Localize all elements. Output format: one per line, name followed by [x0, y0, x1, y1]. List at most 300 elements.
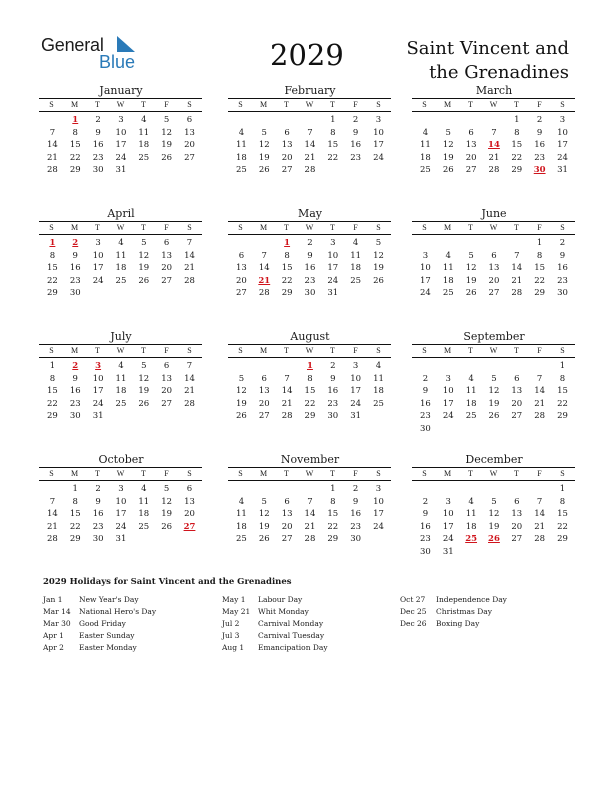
weekday-label: S — [238, 223, 243, 232]
calendar-day: 14 — [47, 509, 58, 519]
calendar-day: 28 — [534, 411, 546, 421]
calendar-day: 30 — [69, 288, 81, 298]
weekday-label: T — [284, 469, 289, 478]
weekday-label: W — [489, 469, 498, 478]
holiday-day: 2 — [72, 238, 79, 248]
calendar-day: 9 — [559, 250, 566, 261]
calendar-day: 15 — [534, 263, 546, 273]
calendar-day: 26 — [138, 398, 150, 409]
calendar-day: 12 — [161, 496, 173, 507]
calendar-day: 14 — [304, 509, 316, 519]
weekday-label: W — [305, 469, 314, 478]
calendar-day: 23 — [69, 398, 81, 409]
weekday-label: T — [141, 346, 146, 355]
weekday-label: F — [537, 223, 542, 232]
holiday-name: Easter Monday — [79, 643, 137, 653]
weekday-label: T — [514, 469, 519, 478]
calendar-day: 8 — [284, 250, 290, 261]
calendar-day: 4 — [422, 127, 429, 138]
calendar-day: 31 — [557, 165, 568, 175]
calendar-day: 19 — [258, 152, 270, 163]
calendar-day: 14 — [258, 263, 270, 273]
calendar-day: 29 — [69, 534, 81, 544]
calendar-day: 15 — [327, 509, 339, 519]
empty-cell — [483, 360, 506, 373]
calendar-day: 26 — [161, 521, 173, 532]
calendar-day: 28 — [534, 534, 546, 544]
weekday-label: W — [116, 346, 125, 355]
calendar-day: 24 — [115, 521, 127, 532]
weekday-header — [412, 98, 575, 112]
holiday-column — [222, 594, 402, 654]
calendar-day: 21 — [281, 398, 293, 409]
calendar-day: 28 — [304, 165, 316, 175]
calendar-day: 2 — [352, 484, 359, 494]
calendar-day: 7 — [261, 250, 267, 261]
calendar-day: 27 — [281, 165, 293, 175]
calendar-day: 17 — [420, 275, 431, 286]
holiday-item — [43, 618, 223, 630]
calendar-day: 26 — [236, 411, 247, 421]
weekday-label: S — [560, 223, 565, 232]
day-grid — [414, 483, 574, 558]
weekday-label: S — [49, 346, 54, 355]
calendar-day: 28 — [258, 288, 270, 298]
month-august — [230, 330, 390, 423]
calendar-day: 9 — [352, 496, 359, 507]
weekday-header — [228, 467, 391, 481]
calendar-day: 19 — [161, 509, 173, 519]
calendar-day: 14 — [511, 263, 523, 273]
weekday-label: T — [468, 469, 473, 478]
weekday-header — [39, 344, 202, 358]
holiday-name: Carnival Tuesday — [258, 631, 325, 641]
calendar-day: 5 — [141, 238, 147, 248]
calendar-day: 14 — [534, 386, 546, 396]
calendar-day: 11 — [236, 509, 247, 519]
holiday-item — [400, 606, 580, 618]
calendar-day: 5 — [163, 115, 170, 125]
weekday-header — [39, 98, 202, 112]
day-grid — [414, 360, 574, 435]
empty-cell — [414, 237, 437, 250]
month-name: April — [107, 207, 135, 220]
day-grid — [230, 483, 390, 546]
calendar-day: 27 — [258, 411, 270, 421]
calendar-day: 4 — [468, 496, 474, 507]
calendar-day: 7 — [491, 127, 497, 138]
weekday-label: W — [489, 223, 498, 232]
calendar-day: 20 — [184, 140, 195, 150]
holiday-column — [400, 594, 580, 630]
calendar-day: 16 — [420, 398, 431, 409]
calendar-day: 26 — [442, 165, 454, 175]
month-december — [414, 453, 574, 558]
calendar-day: 7 — [514, 250, 520, 261]
calendar-day: 5 — [141, 361, 147, 371]
calendar-day: 29 — [557, 411, 568, 421]
empty-cell — [230, 237, 253, 250]
calendar-day: 10 — [115, 127, 127, 138]
calendar-day: 31 — [115, 165, 127, 175]
weekday-header — [228, 344, 391, 358]
calendar-day: 29 — [557, 534, 568, 544]
calendar-day: 6 — [491, 250, 497, 261]
holiday-date: Aug 1 — [222, 643, 245, 653]
holiday-day: 27 — [183, 521, 196, 532]
calendar-day: 31 — [115, 534, 127, 544]
holiday-day: 1 — [49, 238, 56, 248]
calendar-day: 16 — [557, 263, 568, 273]
calendar-day: 15 — [557, 509, 568, 519]
calendar-day: 20 — [488, 275, 500, 286]
calendar-day: 12 — [258, 509, 270, 519]
calendar-day: 12 — [488, 386, 500, 396]
logo-blue-text: Blue — [99, 52, 136, 72]
weekday-label: S — [560, 469, 565, 478]
calendar-day: 22 — [47, 275, 58, 286]
month-name: August — [290, 330, 330, 343]
calendar-day: 21 — [534, 521, 546, 532]
holiday-item — [222, 618, 402, 630]
weekday-label: T — [141, 223, 146, 232]
calendar-day: 7 — [284, 373, 290, 384]
calendar-day: 25 — [138, 152, 150, 163]
calendar-day: 9 — [422, 509, 429, 519]
calendar-day: 8 — [307, 373, 313, 384]
calendar-day: 13 — [488, 263, 500, 273]
weekday-label: S — [187, 346, 192, 355]
empty-cell — [460, 483, 483, 496]
calendar-day: 19 — [488, 398, 500, 409]
empty-cell — [41, 483, 64, 496]
month-april — [41, 207, 201, 300]
weekday-label: F — [537, 469, 542, 478]
calendar-day: 10 — [557, 127, 568, 138]
empty-cell — [276, 114, 299, 127]
calendar-day: 30 — [92, 165, 104, 175]
holiday-item — [400, 618, 580, 630]
calendar-day: 18 — [115, 386, 127, 396]
calendar-day: 19 — [138, 386, 150, 396]
calendar-day: 7 — [307, 496, 313, 507]
empty-cell — [528, 483, 551, 496]
holiday-day: 3 — [95, 361, 102, 371]
calendar-day: 8 — [72, 127, 78, 138]
day-grid — [414, 237, 574, 300]
weekday-label: M — [259, 223, 268, 232]
calendar-day: 3 — [559, 115, 566, 125]
calendar-day: 15 — [69, 509, 81, 519]
holiday-name: Christmas Day — [436, 607, 492, 617]
calendar-day: 16 — [304, 263, 316, 273]
calendar-day: 9 — [422, 386, 429, 396]
calendar-day: 18 — [236, 521, 247, 532]
calendar-day: 22 — [69, 152, 81, 163]
year-title: 2029 — [270, 38, 344, 72]
calendar-day: 30 — [304, 288, 316, 298]
month-name: July — [110, 330, 132, 343]
calendar-day: 1 — [72, 484, 78, 494]
weekday-header — [412, 467, 575, 481]
calendar-day: 8 — [536, 250, 543, 261]
calendar-day: 7 — [49, 127, 56, 138]
calendar-day: 3 — [375, 484, 382, 494]
calendar-day: 31 — [442, 546, 454, 557]
calendar-day: 11 — [442, 263, 454, 273]
calendar-day: 16 — [69, 263, 81, 273]
weekday-label: M — [259, 346, 268, 355]
holiday-date: Mar 14 — [43, 607, 71, 617]
weekday-label: F — [537, 100, 542, 109]
calendar-day: 16 — [69, 386, 81, 396]
calendar-day: 21 — [511, 275, 523, 286]
calendar-day: 5 — [238, 373, 245, 384]
calendar-day: 6 — [514, 373, 520, 384]
calendar-day: 15 — [281, 263, 293, 273]
calendar-day: 22 — [557, 398, 568, 409]
weekday-label: F — [537, 346, 542, 355]
calendar-day: 30 — [92, 534, 104, 544]
weekday-label: T — [95, 346, 100, 355]
calendar-day: 29 — [304, 411, 316, 421]
calendar-day: 13 — [465, 140, 477, 150]
calendar-day: 19 — [465, 275, 477, 286]
calendar-day: 16 — [534, 140, 546, 150]
holiday-name: Good Friday — [79, 619, 126, 629]
holiday-item — [222, 594, 402, 606]
calendar-day: 27 — [511, 534, 523, 544]
calendar-day: 11 — [350, 250, 362, 261]
calendar-day: 12 — [236, 386, 247, 396]
logo — [41, 35, 151, 75]
holiday-name: Labour Day — [258, 595, 303, 604]
weekday-label: T — [330, 346, 335, 355]
weekday-header — [412, 344, 575, 358]
holiday-day: 2 — [72, 361, 79, 371]
calendar-day: 25 — [465, 411, 477, 421]
weekday-label: T — [330, 100, 335, 109]
calendar-day: 21 — [304, 521, 316, 532]
empty-cell — [437, 237, 460, 250]
calendar-day: 18 — [373, 386, 384, 396]
calendar-day: 20 — [258, 398, 270, 409]
calendar-day: 10 — [373, 127, 384, 138]
calendar-day: 26 — [138, 275, 150, 286]
calendar-day: 17 — [327, 263, 339, 273]
holiday-item — [43, 606, 223, 618]
calendar-day: 28 — [281, 411, 293, 421]
calendar-day: 4 — [141, 115, 147, 125]
calendar-day: 2 — [352, 115, 359, 125]
calendar-day: 12 — [442, 140, 454, 150]
calendar-day: 23 — [557, 275, 568, 286]
weekday-label: M — [70, 100, 79, 109]
calendar-day: 23 — [92, 152, 104, 163]
calendar-day: 11 — [115, 373, 127, 384]
weekday-label: F — [353, 223, 358, 232]
calendar-day: 3 — [352, 361, 359, 371]
calendar-day: 25 — [420, 165, 431, 175]
holiday-name: Boxing Day — [436, 619, 480, 629]
calendar-day: 10 — [115, 496, 127, 507]
empty-cell — [414, 114, 437, 127]
empty-cell — [299, 114, 322, 127]
empty-cell — [414, 360, 437, 373]
holiday-item — [222, 606, 402, 618]
weekday-label: S — [187, 223, 192, 232]
calendar-day: 24 — [442, 411, 454, 421]
holiday-day: 1 — [306, 361, 313, 371]
calendar-day: 16 — [327, 386, 339, 396]
month-name: December — [465, 453, 523, 466]
holiday-date: May 21 — [222, 607, 251, 617]
empty-cell — [528, 360, 551, 373]
calendar-day: 16 — [350, 509, 362, 519]
calendar-day: 25 — [115, 275, 127, 286]
calendar-day: 5 — [491, 373, 497, 384]
calendar-day: 26 — [488, 411, 500, 421]
calendar-day: 21 — [184, 386, 195, 396]
calendar-day: 29 — [47, 288, 58, 298]
calendar-day: 2 — [95, 115, 101, 125]
calendar-day: 5 — [468, 250, 474, 261]
calendar-day: 29 — [534, 288, 546, 298]
holiday-day: 1 — [284, 238, 291, 248]
calendar-day: 23 — [327, 398, 339, 409]
calendar-day: 22 — [304, 398, 316, 409]
day-grid — [41, 237, 201, 300]
calendar-day: 25 — [236, 165, 247, 175]
calendar-day: 4 — [118, 238, 124, 248]
month-february — [230, 84, 390, 177]
weekday-label: W — [116, 223, 125, 232]
calendar-day: 19 — [488, 521, 500, 532]
calendar-day: 3 — [118, 484, 124, 494]
calendar-day: 31 — [350, 411, 362, 421]
calendar-day: 4 — [238, 496, 245, 507]
calendar-day: 22 — [511, 152, 523, 163]
calendar-day: 6 — [514, 496, 520, 507]
calendar-day: 7 — [536, 496, 543, 507]
calendar-day: 17 — [92, 386, 104, 396]
holiday-list-title: 2029 Holidays for Saint Vincent and the Grenadines — [43, 577, 292, 587]
calendar-day: 23 — [69, 275, 81, 286]
weekday-label: S — [238, 346, 243, 355]
calendar-day: 29 — [47, 411, 58, 421]
weekday-label: T — [514, 346, 519, 355]
calendar-day: 31 — [92, 411, 104, 421]
weekday-label: W — [489, 346, 498, 355]
empty-cell — [505, 483, 528, 496]
calendar-day: 25 — [350, 275, 362, 286]
weekday-label: M — [443, 469, 452, 478]
weekday-label: M — [443, 100, 452, 109]
calendar-day: 28 — [488, 165, 500, 175]
weekday-label: M — [443, 346, 452, 355]
month-july — [41, 330, 201, 423]
calendar-day: 26 — [258, 534, 270, 544]
calendar-day: 20 — [465, 152, 477, 163]
calendar-day: 24 — [373, 152, 384, 163]
calendar-day: 15 — [69, 140, 81, 150]
calendar-day: 15 — [557, 386, 568, 396]
calendar-day: 6 — [186, 115, 193, 125]
calendar-day: 25 — [442, 288, 454, 298]
month-name: June — [481, 207, 507, 220]
calendar-day: 18 — [350, 263, 362, 273]
calendar-day: 23 — [534, 152, 546, 163]
calendar-day: 30 — [420, 546, 431, 557]
calendar-day: 10 — [350, 373, 362, 384]
weekday-label: S — [560, 100, 565, 109]
calendar-day: 30 — [557, 288, 568, 298]
weekday-label: S — [238, 469, 243, 478]
calendar-day: 25 — [236, 534, 247, 544]
month-name: October — [98, 453, 144, 466]
empty-cell — [253, 360, 276, 373]
calendar-day: 26 — [373, 275, 384, 286]
month-name: September — [463, 330, 525, 343]
country-title — [369, 37, 569, 85]
calendar-day: 10 — [442, 509, 454, 519]
calendar-day: 11 — [465, 509, 477, 519]
calendar-day: 13 — [511, 386, 523, 396]
empty-cell — [230, 114, 253, 127]
calendar-day: 13 — [161, 250, 173, 261]
month-name: March — [475, 84, 513, 97]
calendar-day: 19 — [442, 152, 454, 163]
weekday-label: T — [284, 346, 289, 355]
holiday-name: Whit Monday — [258, 607, 309, 617]
holiday-date: Dec 26 — [400, 619, 427, 629]
weekday-label: S — [187, 469, 192, 478]
holiday-date: Dec 25 — [400, 607, 427, 617]
holiday-day: 1 — [72, 115, 79, 125]
holiday-day: 14 — [488, 140, 500, 150]
calendar-day: 31 — [327, 288, 339, 298]
weekday-header — [39, 221, 202, 235]
weekday-label: S — [49, 223, 54, 232]
holiday-date: Apr 1 — [43, 631, 64, 641]
calendar-day: 6 — [284, 127, 290, 138]
calendar-day: 4 — [445, 250, 451, 261]
weekday-label: T — [284, 223, 289, 232]
empty-cell — [253, 114, 276, 127]
calendar-day: 4 — [375, 361, 382, 371]
calendar-day: 27 — [161, 398, 173, 409]
holiday-day: 30 — [533, 165, 546, 175]
calendar-day: 19 — [236, 398, 247, 409]
calendar-day: 24 — [373, 521, 384, 532]
calendar-day: 17 — [350, 386, 362, 396]
calendar-day: 23 — [304, 275, 316, 286]
holiday-item — [222, 630, 402, 642]
calendar-day: 19 — [138, 263, 150, 273]
calendar-day: 10 — [92, 250, 104, 261]
calendar-day: 25 — [373, 398, 384, 409]
calendar-day: 12 — [138, 373, 150, 384]
calendar-day: 21 — [184, 263, 195, 273]
calendar-day: 14 — [184, 373, 195, 384]
calendar-day: 20 — [281, 152, 293, 163]
calendar-day: 20 — [511, 521, 523, 532]
empty-cell — [230, 483, 253, 496]
calendar-day: 1 — [514, 115, 520, 125]
empty-cell — [276, 483, 299, 496]
calendar-day: 7 — [536, 373, 543, 384]
calendar-day: 17 — [115, 140, 127, 150]
